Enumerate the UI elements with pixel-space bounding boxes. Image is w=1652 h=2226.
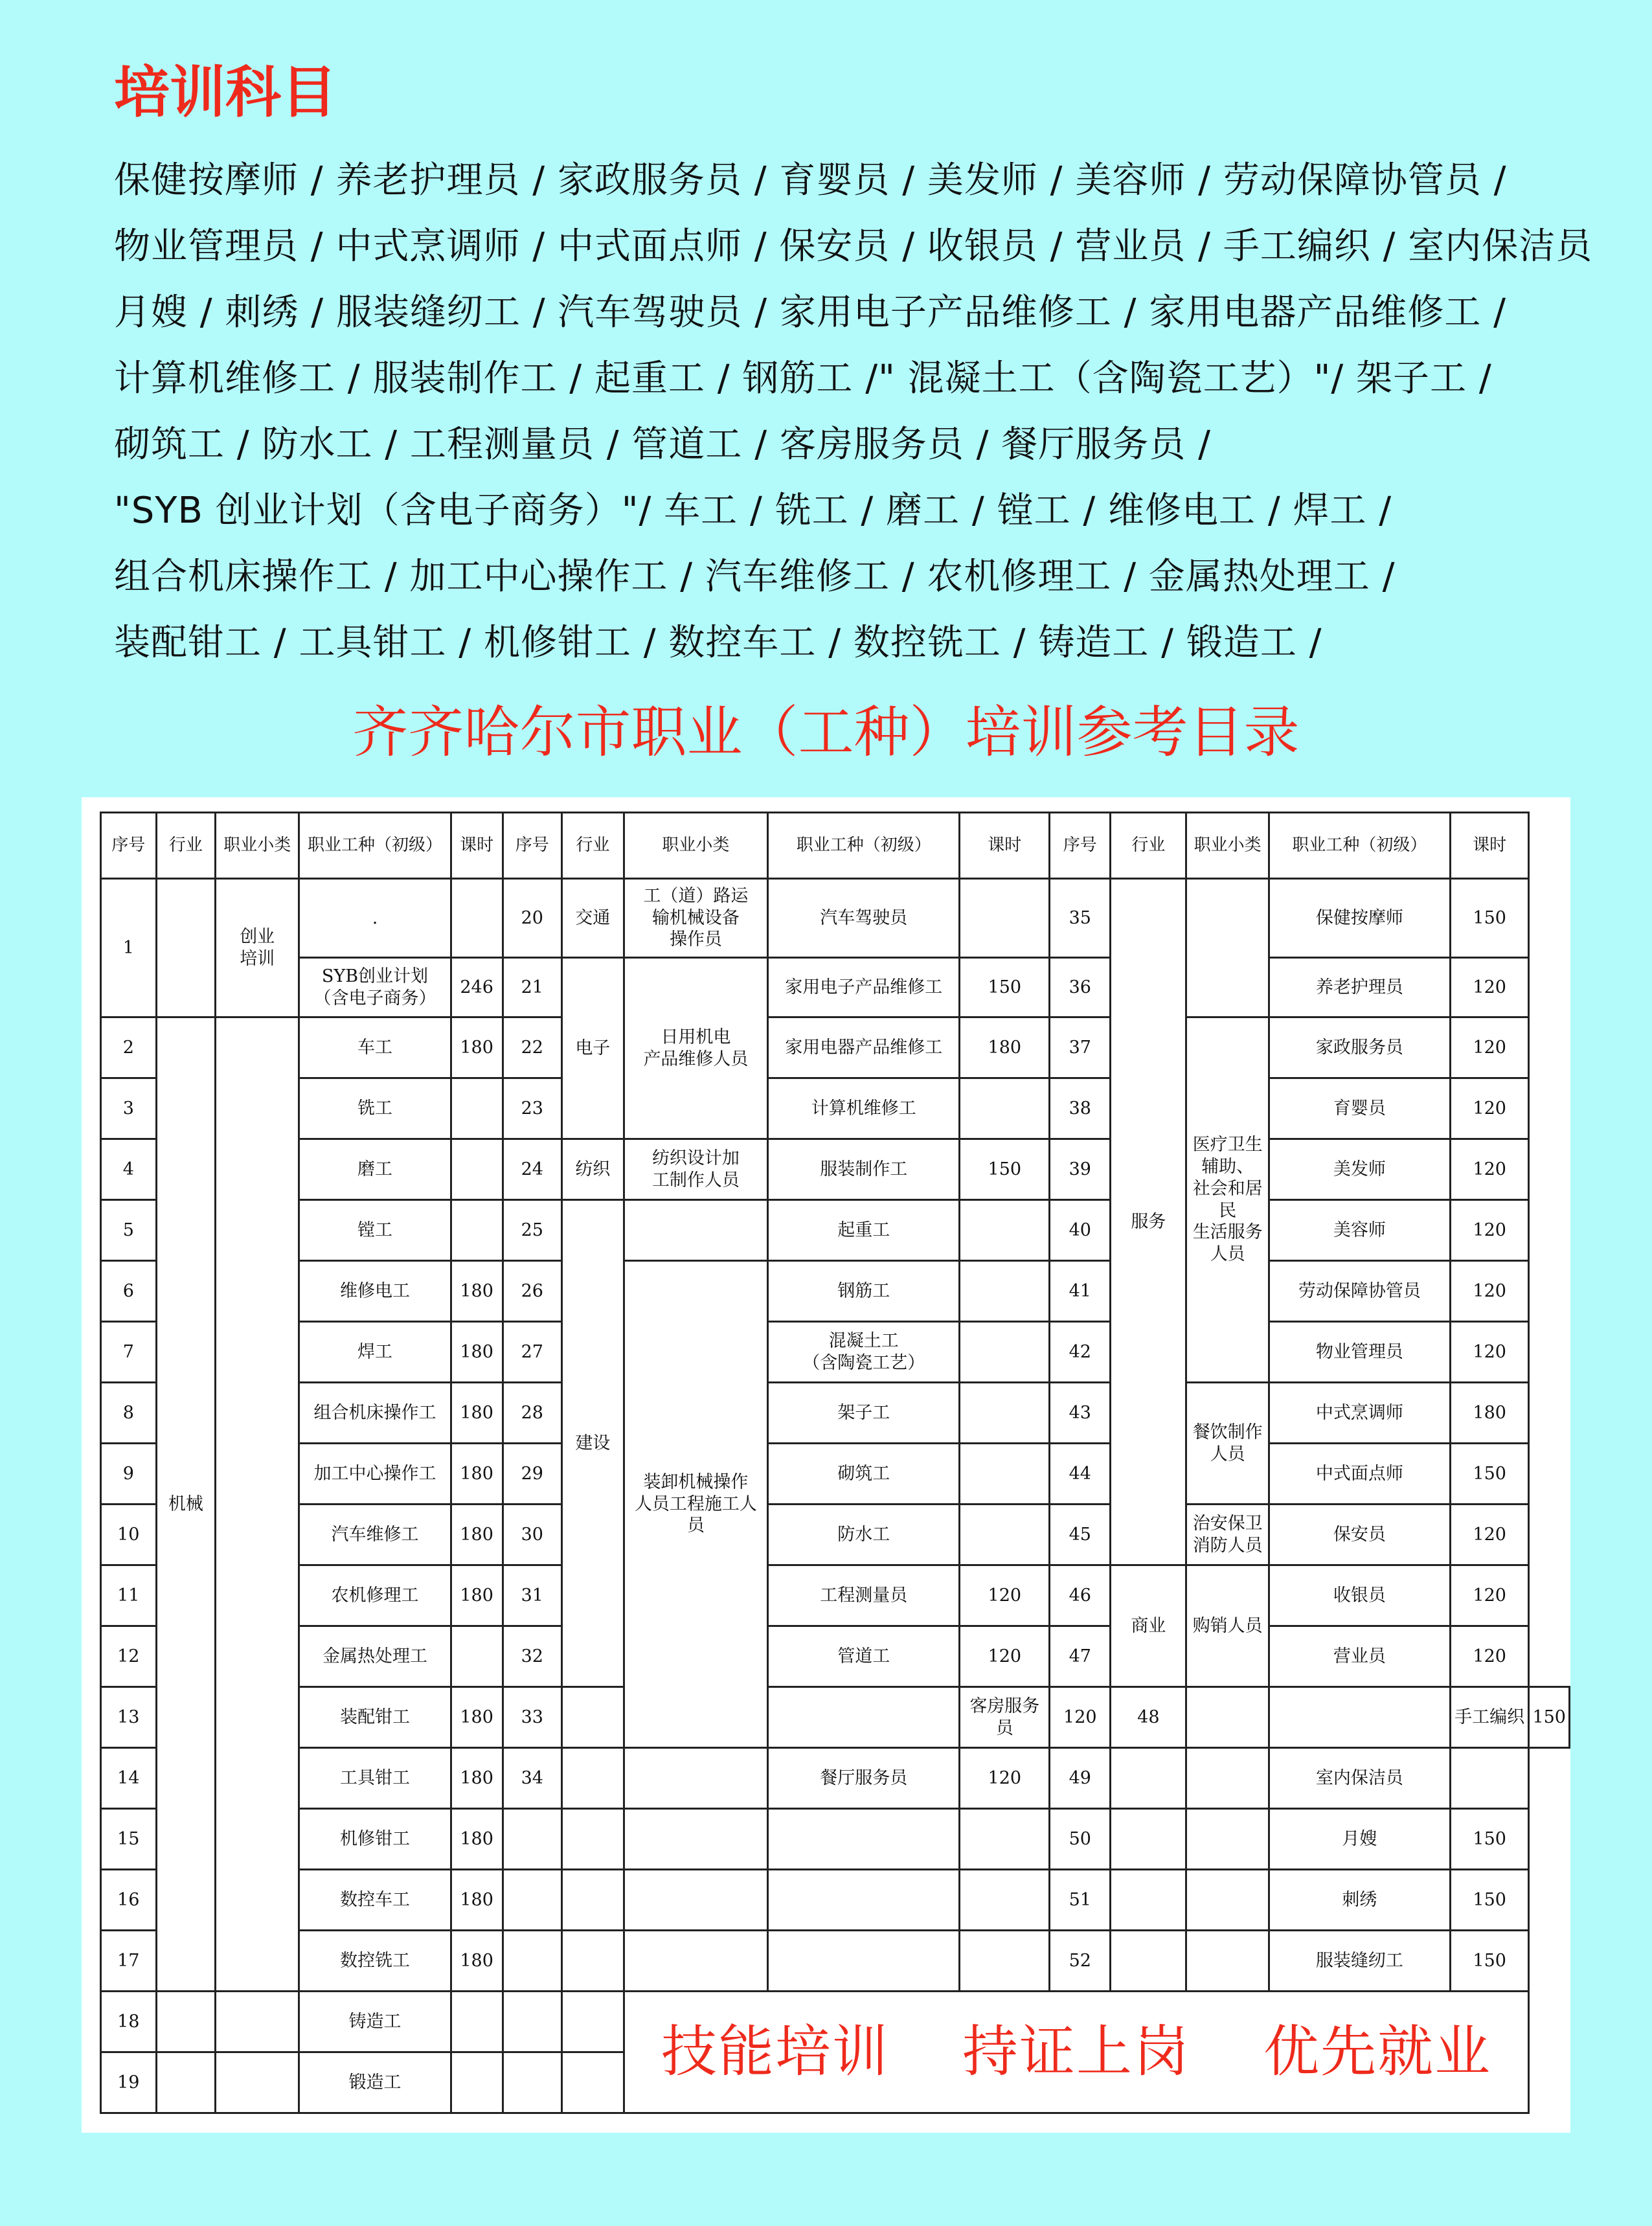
header-cell: 序号 xyxy=(101,813,157,879)
hours-cell: 120 xyxy=(1050,1687,1111,1748)
header-cell: 职业工种（初级） xyxy=(768,813,960,879)
serial-cell: 46 xyxy=(1050,1565,1111,1626)
industry-cell xyxy=(1111,1748,1186,1809)
industry-cell xyxy=(1111,1809,1186,1870)
hours-cell: 120 xyxy=(960,1626,1050,1687)
table-row xyxy=(101,879,1570,958)
category-cell xyxy=(1269,1687,1450,1748)
category-cell xyxy=(1186,1870,1269,1931)
job-cell: 金属热处理工 xyxy=(299,1626,451,1687)
category-cell xyxy=(624,1870,768,1931)
hours-cell xyxy=(960,1870,1050,1931)
job-cell: 混凝土工 （含陶瓷工艺） xyxy=(768,1322,960,1383)
industry-cell xyxy=(562,1687,624,1748)
hours-cell xyxy=(451,1626,503,1687)
hours-cell: 150 xyxy=(1529,1687,1570,1748)
serial-cell: 49 xyxy=(1050,1748,1111,1809)
hours-cell: 246 xyxy=(451,958,503,1017)
serial-cell: 25 xyxy=(503,1200,562,1261)
serial-cell: 44 xyxy=(1050,1444,1111,1505)
job-cell: 中式面点师 xyxy=(1269,1444,1450,1505)
industry-cell xyxy=(156,2052,216,2113)
category-cell xyxy=(1186,1931,1269,1992)
category-cell xyxy=(768,1687,960,1748)
industry-cell: 服务 xyxy=(1111,879,1186,1565)
serial-cell xyxy=(503,1931,562,1992)
header-cell: 职业工种（初级） xyxy=(1269,813,1450,879)
job-cell xyxy=(768,1870,960,1931)
hours-cell: 180 xyxy=(451,1870,503,1931)
hours-cell xyxy=(960,1505,1050,1565)
industry-cell: 建设 xyxy=(562,1200,624,1687)
job-cell: 钢筋工 xyxy=(768,1261,960,1322)
serial-cell: 11 xyxy=(101,1565,157,1626)
category-cell: 购销人员 xyxy=(1186,1565,1269,1687)
table-row xyxy=(101,1809,1570,1870)
serial-cell: 37 xyxy=(1050,1017,1111,1078)
industry-cell xyxy=(562,2052,624,2113)
category-cell: 工（道）路运 输机械设备 操作员 xyxy=(624,879,768,958)
category-cell: 装卸机械操作 人员工程施工人 员 xyxy=(624,1261,768,1748)
category-cell: 纺织设计加 工制作人员 xyxy=(624,1139,768,1200)
job-cell: 农机修理工 xyxy=(299,1565,451,1626)
industry-cell xyxy=(156,1992,216,2052)
category-cell xyxy=(1186,879,1269,1017)
header-cell: 职业工种（初级） xyxy=(299,813,451,879)
serial-cell: 8 xyxy=(101,1383,157,1444)
serial-cell: 16 xyxy=(101,1870,157,1931)
hours-cell: 180 xyxy=(451,1322,503,1383)
table-row xyxy=(101,1748,1570,1809)
header-cell: 序号 xyxy=(503,813,562,879)
serial-cell: 3 xyxy=(101,1078,157,1139)
serial-cell: 26 xyxy=(503,1261,562,1322)
serial-cell: 38 xyxy=(1050,1078,1111,1139)
slogan xyxy=(625,1992,1528,2112)
serial-cell: 12 xyxy=(101,1626,157,1687)
serial-cell: 14 xyxy=(101,1748,157,1809)
industry-cell xyxy=(1186,1687,1269,1748)
job-cell: 工具钳工 xyxy=(299,1748,451,1809)
job-cell: 防水工 xyxy=(768,1505,960,1565)
slogan-phrase: 技能培训 xyxy=(661,2019,890,2084)
serial-cell: 43 xyxy=(1050,1383,1111,1444)
job-cell: 机修钳工 xyxy=(299,1809,451,1870)
serial-cell: 35 xyxy=(1050,879,1111,958)
category-cell: 餐饮制作 人员 xyxy=(1186,1383,1269,1505)
table-row xyxy=(101,1565,1570,1626)
serial-cell: 24 xyxy=(503,1139,562,1200)
table-row xyxy=(101,958,1570,1017)
subject-line: 装配钳工 / 工具钳工 / 机修钳工 / 数控车工 / 数控铣工 / 铸造工 / 锻造工 / xyxy=(114,622,1322,664)
industry-cell: 机械 xyxy=(156,1017,216,1992)
header-cell: 行业 xyxy=(1111,813,1186,879)
serial-cell xyxy=(503,1870,562,1931)
job-cell: 汽车维修工 xyxy=(299,1505,451,1565)
job-cell xyxy=(768,1931,960,1992)
hours-cell xyxy=(451,879,503,958)
hours-cell xyxy=(960,1383,1050,1444)
table-row xyxy=(101,1261,1570,1322)
job-cell: 装配钳工 xyxy=(299,1687,451,1748)
catalog-panel xyxy=(82,797,1570,2133)
job-cell: 起重工 xyxy=(768,1200,960,1261)
header-cell: 课时 xyxy=(451,813,503,879)
table-row xyxy=(101,1870,1570,1931)
hours-cell: 180 xyxy=(451,1261,503,1322)
hours-cell: 180 xyxy=(451,1565,503,1626)
serial-cell: 7 xyxy=(101,1322,157,1383)
industry-cell xyxy=(562,1992,624,2052)
category-cell: 日用机电 产品维修人员 xyxy=(624,958,768,1139)
table-row xyxy=(101,1444,1570,1505)
hours-cell: 180 xyxy=(451,1687,503,1748)
table-row xyxy=(101,1687,1570,1748)
section-title: 培训科目 xyxy=(114,60,337,125)
hours-cell xyxy=(451,1200,503,1261)
job-cell: 中式烹调师 xyxy=(1269,1383,1450,1444)
hours-cell: 180 xyxy=(451,1383,503,1444)
job-cell: 室内保洁员 xyxy=(1269,1748,1450,1809)
job-cell: 焊工 xyxy=(299,1322,451,1383)
hours-cell: 120 xyxy=(1450,1261,1529,1322)
category-cell: 创业 培训 xyxy=(216,879,299,1017)
job-cell: 工程测量员 xyxy=(768,1565,960,1626)
table-row xyxy=(101,1626,1570,1687)
job-cell: 手工编织 xyxy=(1450,1687,1529,1748)
hours-cell xyxy=(960,1261,1050,1322)
slogan-phrase: 持证上岗 xyxy=(962,2019,1190,2084)
hours-cell: 120 xyxy=(960,1565,1050,1626)
serial-cell: 23 xyxy=(503,1078,562,1139)
serial-cell: 17 xyxy=(101,1931,157,1992)
hours-cell: 120 xyxy=(1450,1017,1529,1078)
serial-cell: 29 xyxy=(503,1444,562,1505)
job-cell: 家政服务员 xyxy=(1269,1017,1450,1078)
category-cell xyxy=(216,2052,299,2113)
job-cell: 美容师 xyxy=(1269,1200,1450,1261)
hours-cell xyxy=(451,1139,503,1200)
hours-cell xyxy=(960,879,1050,958)
hours-cell xyxy=(960,1322,1050,1383)
serial-cell: 47 xyxy=(1050,1626,1111,1687)
hours-cell: 150 xyxy=(1450,1870,1529,1931)
category-cell xyxy=(624,1748,768,1809)
serial-cell xyxy=(503,2052,562,2113)
hours-cell: 150 xyxy=(1450,1809,1529,1870)
serial-cell: 20 xyxy=(503,879,562,958)
table-row xyxy=(101,1322,1570,1383)
slogan-phrase: 优先就业 xyxy=(1263,2019,1491,2084)
job-cell: 家用电子产品维修工 xyxy=(768,958,960,1017)
table-row xyxy=(101,1505,1570,1565)
job-cell: 铸造工 xyxy=(299,1992,451,2052)
hours-cell: 120 xyxy=(1450,1626,1529,1687)
header-cell: 职业小类 xyxy=(624,813,768,879)
serial-cell: 52 xyxy=(1050,1931,1111,1992)
serial-cell: 34 xyxy=(503,1748,562,1809)
job-cell: 砌筑工 xyxy=(768,1444,960,1505)
industry-cell: 交通 xyxy=(562,879,624,958)
category-cell xyxy=(216,1017,299,1992)
hours-cell xyxy=(1450,1748,1529,1809)
industry-cell: 电子 xyxy=(562,958,624,1139)
hours-cell: 120 xyxy=(960,1748,1050,1809)
job-cell: 服装制作工 xyxy=(768,1139,960,1200)
header-cell: 课时 xyxy=(960,813,1050,879)
job-cell: 美发师 xyxy=(1269,1139,1450,1200)
industry-cell xyxy=(1111,1931,1186,1992)
serial-cell: 50 xyxy=(1050,1809,1111,1870)
job-cell: 管道工 xyxy=(768,1626,960,1687)
table-row xyxy=(101,1931,1570,1992)
category-cell xyxy=(216,1992,299,2052)
hours-cell: 180 xyxy=(1450,1383,1529,1444)
hours-cell: 180 xyxy=(451,1931,503,1992)
hours-cell: 150 xyxy=(1450,879,1529,958)
job-cell: 保健按摩师 xyxy=(1269,879,1450,958)
hours-cell: 120 xyxy=(1450,1078,1529,1139)
job-cell: 保安员 xyxy=(1269,1505,1450,1565)
job-cell: 架子工 xyxy=(768,1383,960,1444)
hours-cell: 150 xyxy=(960,958,1050,1017)
job-cell: . xyxy=(299,879,451,958)
serial-cell: 40 xyxy=(1050,1200,1111,1261)
table-row xyxy=(101,1383,1570,1444)
header-cell: 序号 xyxy=(1050,813,1111,879)
job-cell: 组合机床操作工 xyxy=(299,1383,451,1444)
hours-cell: 180 xyxy=(451,1444,503,1505)
catalog-title: 齐齐哈尔市职业（工种）培训参考目录 xyxy=(352,700,1300,765)
hours-cell: 180 xyxy=(451,1748,503,1809)
category-cell xyxy=(1186,1809,1269,1870)
hours-cell: 120 xyxy=(1450,1322,1529,1383)
category-cell xyxy=(624,1931,768,1992)
hours-cell: 180 xyxy=(451,1017,503,1078)
serial-cell: 2 xyxy=(101,1017,157,1078)
industry-cell xyxy=(1111,1870,1186,1931)
job-cell: 服装缝纫工 xyxy=(1269,1931,1450,1992)
job-cell: 餐厅服务员 xyxy=(768,1748,960,1809)
serial-cell xyxy=(503,1809,562,1870)
serial-cell: 30 xyxy=(503,1505,562,1565)
header-cell: 职业小类 xyxy=(216,813,299,879)
subject-line: 月嫂 / 刺绣 / 服装缝纫工 / 汽车驾驶员 / 家用电子产品维修工 / 家用电器产品维修工 / xyxy=(114,291,1507,334)
subject-line: 物业管理员 / 中式烹调师 / 中式面点师 / 保安员 / 收银员 / 营业员 / 手工编织 / 室内保洁员 xyxy=(114,225,1593,267)
serial-cell: 48 xyxy=(1111,1687,1186,1748)
serial-cell: 9 xyxy=(101,1444,157,1505)
job-cell: 营业员 xyxy=(1269,1626,1450,1687)
table-row xyxy=(101,1078,1570,1139)
subject-line: 计算机维修工 / 服装制作工 / 起重工 / 钢筋工 /" 混凝土工（含陶瓷工艺）"/ 架子工 / xyxy=(114,358,1492,400)
serial-cell: 36 xyxy=(1050,958,1111,1017)
table-row xyxy=(101,1139,1570,1200)
serial-cell: 42 xyxy=(1050,1322,1111,1383)
job-cell xyxy=(768,1809,960,1870)
industry-cell xyxy=(562,1931,624,1992)
job-cell: SYB创业计划 （含电子商务） xyxy=(299,958,451,1017)
job-cell: 磨工 xyxy=(299,1139,451,1200)
serial-cell: 22 xyxy=(503,1017,562,1078)
job-cell: 劳动保障协管员 xyxy=(1269,1261,1450,1322)
job-cell: 加工中心操作工 xyxy=(299,1444,451,1505)
job-cell: 汽车驾驶员 xyxy=(768,879,960,958)
hours-cell xyxy=(960,1931,1050,1992)
header-cell: 行业 xyxy=(562,813,624,879)
job-cell: 锻造工 xyxy=(299,2052,451,2113)
hours-cell xyxy=(960,1809,1050,1870)
hours-cell: 120 xyxy=(1450,958,1529,1017)
hours-cell: 150 xyxy=(1450,1444,1529,1505)
serial-cell xyxy=(503,1992,562,2052)
serial-cell: 21 xyxy=(503,958,562,1017)
hours-cell: 150 xyxy=(1450,1931,1529,1992)
serial-cell: 51 xyxy=(1050,1870,1111,1931)
industry-cell: 商业 xyxy=(1111,1565,1186,1687)
serial-cell: 41 xyxy=(1050,1261,1111,1322)
industry-cell xyxy=(156,879,216,1017)
category-cell: 治安保卫 消防人员 xyxy=(1186,1505,1269,1565)
header-cell: 职业小类 xyxy=(1186,813,1269,879)
serial-cell: 33 xyxy=(503,1687,562,1748)
subject-line: "SYB 创业计划（含电子商务）"/ 车工 / 铣工 / 磨工 / 镗工 / 维修电工 / 焊工 / xyxy=(114,490,1392,532)
hours-cell: 120 xyxy=(1450,1505,1529,1565)
serial-cell: 15 xyxy=(101,1809,157,1870)
serial-cell: 39 xyxy=(1050,1139,1111,1200)
slogan-cell xyxy=(624,1992,1529,2113)
serial-cell: 18 xyxy=(101,1992,157,2052)
category-cell xyxy=(624,1200,768,1261)
hours-cell xyxy=(451,2052,503,2113)
table-row xyxy=(101,1017,1570,1078)
serial-cell: 32 xyxy=(503,1626,562,1687)
subject-line: 组合机床操作工 / 加工中心操作工 / 汽车维修工 / 农机修理工 / 金属热处理工 / xyxy=(114,556,1396,598)
industry-cell xyxy=(562,1809,624,1870)
industry-cell xyxy=(562,1870,624,1931)
hours-cell: 180 xyxy=(960,1017,1050,1078)
table-header-row xyxy=(101,813,1570,879)
serial-cell: 28 xyxy=(503,1383,562,1444)
job-cell: 数控铣工 xyxy=(299,1931,451,1992)
serial-cell: 1 xyxy=(101,879,157,1017)
job-cell: 月嫂 xyxy=(1269,1809,1450,1870)
job-cell: 车工 xyxy=(299,1017,451,1078)
header-cell: 课时 xyxy=(1450,813,1529,879)
job-cell: 客房服务员 xyxy=(960,1687,1050,1748)
serial-cell: 5 xyxy=(101,1200,157,1261)
hours-cell: 120 xyxy=(1450,1139,1529,1200)
serial-cell: 45 xyxy=(1050,1505,1111,1565)
serial-cell: 6 xyxy=(101,1261,157,1322)
table-row xyxy=(101,1200,1570,1261)
job-cell: 计算机维修工 xyxy=(768,1078,960,1139)
hours-cell xyxy=(451,1078,503,1139)
industry-cell: 纺织 xyxy=(562,1139,624,1200)
hours-cell: 120 xyxy=(1450,1200,1529,1261)
job-cell: 养老护理员 xyxy=(1269,958,1450,1017)
job-cell: 数控车工 xyxy=(299,1870,451,1931)
job-cell: 物业管理员 xyxy=(1269,1322,1450,1383)
job-cell: 刺绣 xyxy=(1269,1870,1450,1931)
hours-cell: 180 xyxy=(451,1505,503,1565)
hours-cell xyxy=(960,1444,1050,1505)
header-cell: 行业 xyxy=(156,813,216,879)
job-cell: 育婴员 xyxy=(1269,1078,1450,1139)
category-cell xyxy=(1186,1748,1269,1809)
hours-cell: 120 xyxy=(1450,1565,1529,1626)
serial-cell: 19 xyxy=(101,2052,157,2113)
serial-cell: 13 xyxy=(101,1687,157,1748)
job-cell: 家用电器产品维修工 xyxy=(768,1017,960,1078)
catalog-table xyxy=(100,812,1570,2114)
job-cell: 镗工 xyxy=(299,1200,451,1261)
serial-cell: 31 xyxy=(503,1565,562,1626)
serial-cell: 27 xyxy=(503,1322,562,1383)
subject-line: 保健按摩师 / 养老护理员 / 家政服务员 / 育婴员 / 美发师 / 美容师 / 劳动保障协管员 / xyxy=(114,159,1507,201)
job-cell: 铣工 xyxy=(299,1078,451,1139)
serial-cell: 10 xyxy=(101,1505,157,1565)
hours-cell xyxy=(960,1200,1050,1261)
subject-list xyxy=(114,148,1603,676)
table-row xyxy=(101,1992,1570,2052)
category-cell xyxy=(624,1809,768,1870)
industry-cell xyxy=(562,1748,624,1809)
hours-cell xyxy=(960,1078,1050,1139)
serial-cell: 4 xyxy=(101,1139,157,1200)
subject-line: 砌筑工 / 防水工 / 工程测量员 / 管道工 / 客房服务员 / 餐厅服务员 / xyxy=(114,424,1212,466)
job-cell: 维修电工 xyxy=(299,1261,451,1322)
hours-cell: 180 xyxy=(451,1809,503,1870)
job-cell: 收银员 xyxy=(1269,1565,1450,1626)
hours-cell xyxy=(451,1992,503,2052)
hours-cell: 150 xyxy=(960,1139,1050,1200)
category-cell: 医疗卫生 辅助、 社会和居 民 生活服务 人员 xyxy=(1186,1017,1269,1383)
